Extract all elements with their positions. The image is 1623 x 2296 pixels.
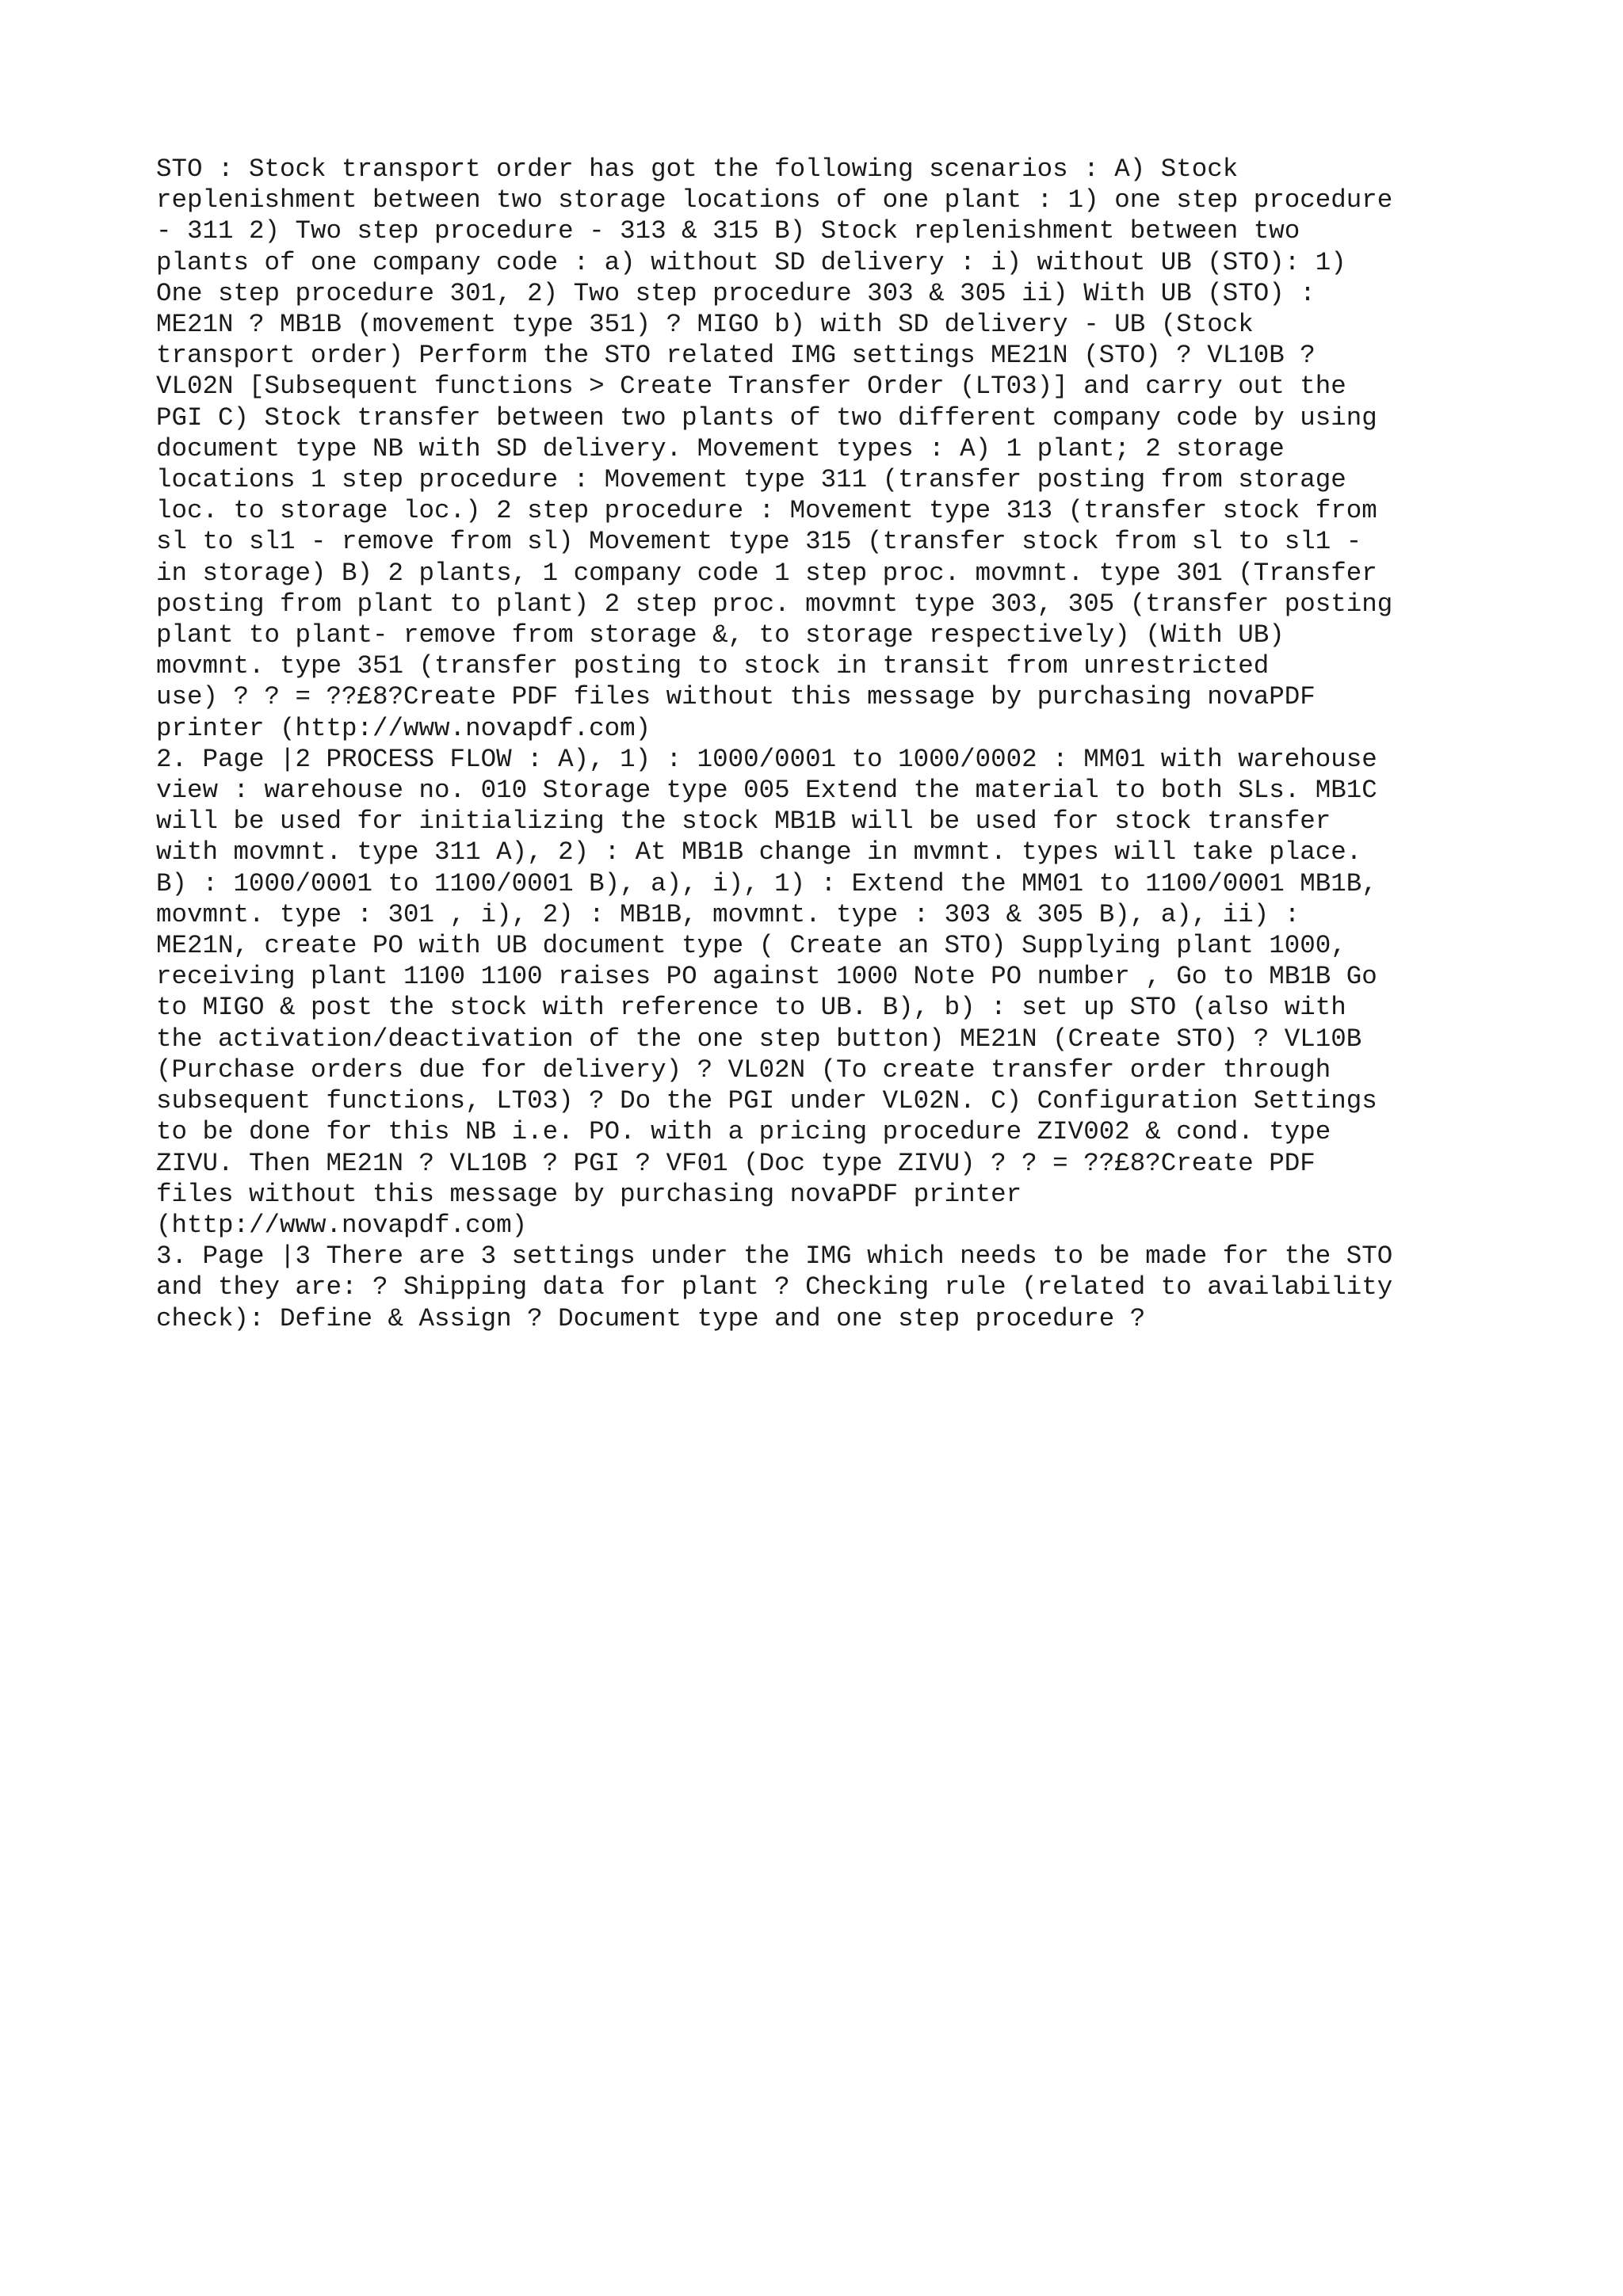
- text-line: 2. Page |2 PROCESS FLOW : A), 1) : 1000/0001 to 1000/0002 : MM01 with warehouse: [156, 744, 1377, 774]
- text-line: loc. to storage loc.) 2 step procedure : Movement type 313 (transfer stock from: [156, 496, 1377, 526]
- text-line: movmnt. type 351 (transfer posting to stock in transit from unrestricted: [156, 651, 1270, 681]
- text-line: (http://www.novapdf.com): [156, 1210, 528, 1240]
- text-line: with movmnt. type 311 A), 2) : At MB1B change in mvmnt. types will take place.: [156, 837, 1362, 868]
- text-line: and they are: ? Shipping data for plant ? Checking rule (related to availability: [156, 1272, 1393, 1302]
- text-line: check): Define & Assign ? Document type and one step procedure ?: [156, 1303, 1146, 1333]
- text-line: replenishment between two storage locations of one plant : 1) one step procedure: [156, 185, 1393, 215]
- text-line: to MIGO & post the stock with reference to UB. B), b) : set up STO (also with: [156, 993, 1346, 1023]
- text-line: plants of one company code : a) without SD delivery : i) without UB (STO): 1): [156, 247, 1346, 277]
- text-line: subsequent functions, LT03) ? Do the PGI under VL02N. C) Configuration Settings: [156, 1086, 1377, 1116]
- text-line: locations 1 step procedure : Movement type 311 (transfer posting from storage: [156, 465, 1346, 495]
- text-line: will be used for initializing the stock MB1B will be used for stock transfer: [156, 807, 1331, 837]
- text-line: ZIVU. Then ME21N ? VL10B ? PGI ? VF01 (Doc type ZIVU) ? ? = ??£8?Create PDF: [156, 1148, 1316, 1178]
- text-line: VL02N [Subsequent functions > Create Transfer Order (LT03)] and carry out the: [156, 372, 1346, 402]
- text-line: receiving plant 1100 1100 raises PO against 1000 Note PO number , Go to MB1B Go: [156, 962, 1377, 992]
- text-line: PGI C) Stock transfer between two plants of two different company code by using: [156, 402, 1377, 433]
- text-line: 3. Page |3 There are 3 settings under the IMG which needs to be made for the STO: [156, 1241, 1393, 1272]
- text-line: One step procedure 301, 2) Two step procedure 303 & 305 ii) With UB (STO) :: [156, 278, 1316, 308]
- text-line: sl to sl1 - remove from sl) Movement type 315 (transfer stock from sl to sl1 -: [156, 527, 1362, 557]
- text-line: view : warehouse no. 010 Storage type 005 Extend the material to both SLs. MB1C: [156, 776, 1377, 806]
- text-line: the activation/deactivation of the one step button) ME21N (Create STO) ? VL10B: [156, 1024, 1362, 1054]
- document-body-text: [156, 154, 1487, 1334]
- text-line: document type NB with SD delivery. Movement types : A) 1 plant; 2 storage: [156, 433, 1285, 463]
- text-line: - 311 2) Two step procedure - 313 & 315 B) Stock replenishment between two: [156, 216, 1300, 246]
- text-line: printer (http://www.novapdf.com): [156, 713, 651, 743]
- text-line: ME21N, create PO with UB document type ( Create an STO) Supplying plant 1000,: [156, 931, 1346, 961]
- text-line: ME21N ? MB1B (movement type 351) ? MIGO b) with SD delivery - UB (Stock: [156, 310, 1254, 340]
- text-line: transport order) Perform the STO related IMG settings ME21N (STO) ? VL10B ?: [156, 341, 1316, 371]
- text-line: (Purchase orders due for delivery) ? VL02N (To create transfer order through: [156, 1055, 1331, 1085]
- text-line: files without this message by purchasing novaPDF printer: [156, 1179, 1022, 1209]
- text-line: plant to plant- remove from storage &, to storage respectively) (With UB): [156, 620, 1285, 650]
- text-line: to be done for this NB i.e. PO. with a pricing procedure ZIV002 & cond. type: [156, 1117, 1331, 1147]
- text-line: posting from plant to plant) 2 step proc. movmnt type 303, 305 (transfer posting: [156, 589, 1393, 619]
- text-line: STO : Stock transport order has got the following scenarios : A) Stock: [156, 154, 1239, 184]
- text-line: movmnt. type : 301 , i), 2) : MB1B, movmnt. type : 303 & 305 B), a), ii) :: [156, 899, 1300, 929]
- text-line: B) : 1000/0001 to 1100/0001 B), a), i), 1) : Extend the MM01 to 1100/0001 MB1B,: [156, 868, 1377, 898]
- text-line: in storage) B) 2 plants, 1 company code 1 step proc. movmnt. type 301 (Transfer: [156, 558, 1377, 588]
- text-line: use) ? ? = ??£8?Create PDF files without this message by purchasing novaPDF: [156, 682, 1316, 712]
